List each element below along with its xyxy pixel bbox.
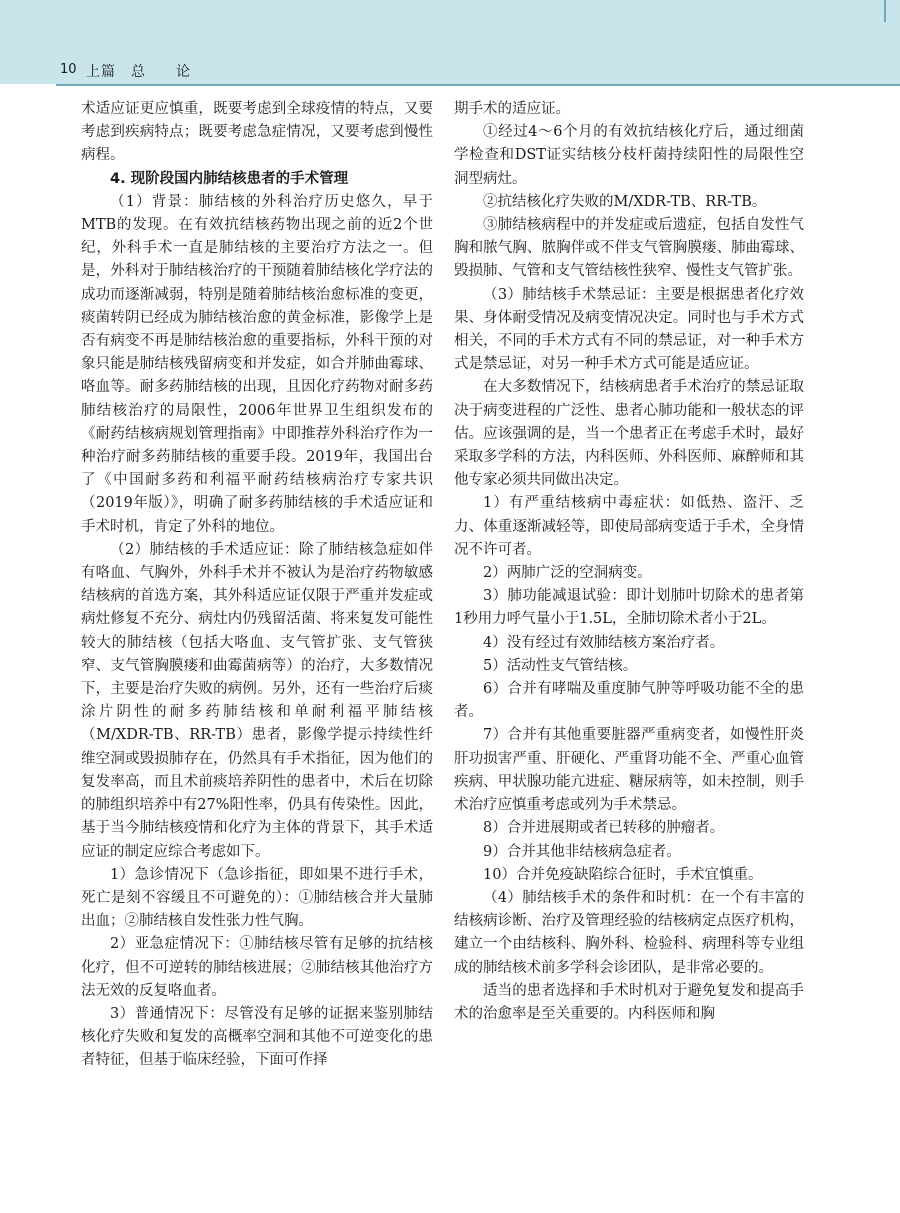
paragraph: 2）两肺广泛的空洞病变。 xyxy=(483,565,652,582)
paragraph: （3）肺结核手术禁忌证：主要是根据患者化疗效果、身体耐受情况及病变情况决定。同时也与手术方式相关，不同的手术方式有不同的禁忌证，对一种手术方式是禁忌证，对另一种手术方式可能是适应证。 xyxy=(454,286,804,373)
paragraph: （1）背景：肺结核的外科治疗历史悠久，早于MTB的发现。在有效抗结核药物出现之前的近2个世纪，外科手术一直是肺结核的主要治疗方法之一。但是，外科对于肺结核治疗的干预随着肺结核化学疗法的成功而逐渐减弱，特别是随着肺结核治愈标准的变更，痰菌转阴已经成为肺结核治愈的黄金标准，影像学上是否有病变不再是肺结核治愈的重要指标，外科干预的对象只能是肺结核残留病变和并发症，如合并肺曲霉球、咯血等。耐多药肺结核的出现，且因化疗药物对耐多药肺结核治疗的局限性，2006年世界卫生组织发布的《耐药结核病规划管理指南》中即推荐外科治疗作为一种治疗耐多药肺结核的重要手段。2019年，我国出台了《中国耐多药和利福平耐药结核病治疗专家共识（2019年版）》，明确了耐多药肺结核的手术适应证和手术时机，肯定了外科的地位。 xyxy=(81,193,433,535)
paragraph: 适当的患者选择和手术时机对于避免复发和提高手术的治愈率是至关重要的。内科医师和胸 xyxy=(454,982,804,1022)
paragraph: 1）有严重结核病中毒症状：如低热、盗汗、乏力、体重逐渐减轻等，即使局部病变适于手术，全身情况不许可者。 xyxy=(454,495,804,558)
paragraph: 3）肺功能减退试验：即计划肺叶切除术的患者第1秒用力呼气量小于1.5L，全肺切除术者小于2L。 xyxy=(454,588,804,628)
paragraph: （2）肺结核的手术适应证：除了肺结核急症如伴有咯血、气胸外，外科手术并不被认为是治疗药物敏感结核病的首选方案，其外科适应证仅限于严重并发症或病灶修复不充分、病灶内仍残留活菌、将来复发可能性较大的肺结核（包括大咯血、支气管扩张、支气管狭窄、支气管胸膜瘘和曲霉菌病等）的治疗，大多数情况下，主要是治疗失败的病例。另外，还有一些治疗后痰涂片阴性的耐多药肺结核和单耐利福平肺结核（M/XDR-TB、RR-TB）患者，影像学提示持续性纤维空洞或毁损肺存在，仍然具有手术指征，因为他们的复发率高，而且术前痰培养阴性的患者中，术后在切除的肺组织培养中有27%阳性率，仍具有传染性。因此，基于当今肺结核疫情和化疗为主体的背景下，其手术适应证的制定应综合考虑如下。 xyxy=(81,541,433,860)
paragraph: 在大多数情况下，结核病患者手术治疗的禁忌证取决于病变进程的广泛性、患者心肺功能和一般状态的评估。应该强调的是，当一个患者正在考虑手术时，最好采取多学科的方法，内科医师、外科医师、麻醉师和其他专家必须共同做出决定。 xyxy=(454,379,804,489)
left-column xyxy=(81,98,433,1073)
paragraph: ①经过4～6个月的有效抗结核化疗后，通过细菌学检查和DST证实结核分枝杆菌持续阳性的局限性空洞型病灶。 xyxy=(454,124,804,187)
paragraph: 3）普通情况下：尽管没有足够的证据来鉴别肺结核化疗失败和复发的高概率空洞和其他不可逆变化的患者特征，但基于临床经验，下面可作择 xyxy=(81,1005,433,1069)
paragraph: 7）合并有其他重要脏器严重病变者，如慢性肝炎肝功损害严重、肝硬化、严重肾功能不全、严重心血管疾病、甲状腺功能亢进症、糖尿病等，如未控制，则手术治疗应慎重考虑或列为手术禁忌。 xyxy=(454,727,804,814)
paragraph: 期手术的适应证。 xyxy=(454,101,570,117)
page-header-band xyxy=(0,0,900,84)
paragraph: 术适应证更应慎重，既要考虑到全球疫情的特点，又要考虑到疾病特点；既要考虑急症情况，又要考虑到慢性病程。 xyxy=(81,101,433,164)
paragraph: ③肺结核病程中的并发症或后遗症，包括自发性气胸和脓气胸、脓胸伴或不伴支气管胸膜瘘、肺曲霉球、毁损肺、气管和支气管结核性狭窄、慢性支气管扩张。 xyxy=(454,217,804,280)
header-corner-mark xyxy=(884,0,886,22)
running-head: 上篇 总 论 xyxy=(86,64,191,80)
paragraph: 5）活动性支气管结核。 xyxy=(483,657,638,674)
paragraph: 9）合并其他非结核病急症者。 xyxy=(483,843,681,860)
section-heading: 4. 现阶段国内肺结核患者的手术管理 xyxy=(110,170,349,187)
paragraph: （4）肺结核手术的条件和时机：在一个有丰富的结核病诊断、治疗及管理经验的结核病定点医疗机构，建立一个由结核科、胸外科、检验科、病理科等专业组成的肺结核术前多学科会诊团队，是非常必要的。 xyxy=(454,889,804,976)
header-rule xyxy=(56,84,900,86)
page-number: 10 xyxy=(60,62,77,77)
paragraph: 10）合并免疫缺陷综合征时，手术宜慎重。 xyxy=(483,866,763,883)
paragraph: 6）合并有哮喘及重度肺气肿等呼吸功能不全的患者。 xyxy=(454,681,804,721)
paragraph: 1）急诊情况下（急诊指征，即如果不进行手术，死亡是刻不容缓且不可避免的）：①肺结核合并大量肺出血；②肺结核自发性张力性气胸。 xyxy=(81,866,433,930)
paragraph: 4）没有经过有效肺结核方案治疗者。 xyxy=(483,634,725,651)
paragraph: 8）合并进展期或者已转移的肿瘤者。 xyxy=(483,820,725,837)
paragraph: ②抗结核化疗失败的M/XDR-TB、RR-TB。 xyxy=(483,193,767,210)
right-column xyxy=(454,98,804,1026)
paragraph: 2）亚急症情况下：①肺结核尽管有足够的抗结核化疗，但不可逆转的肺结核进展；②肺结核其他治疗方法无效的反复咯血者。 xyxy=(81,936,433,999)
